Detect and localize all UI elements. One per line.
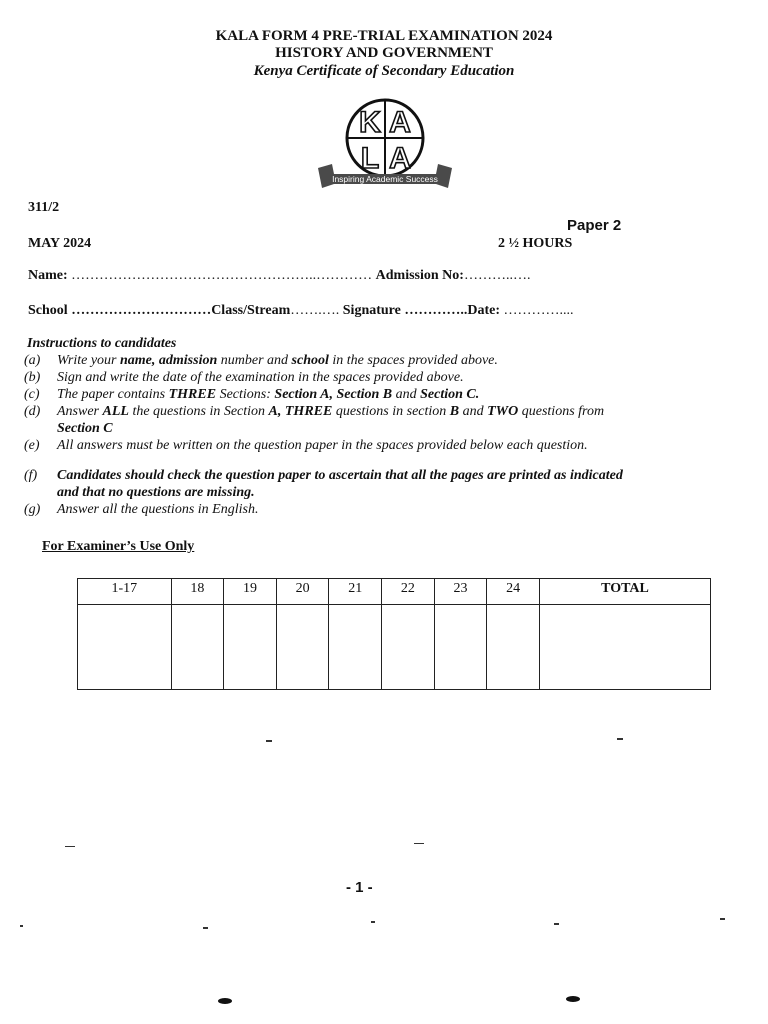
- scan-speck: [566, 996, 580, 1002]
- signature-field[interactable]: …………..: [404, 303, 468, 318]
- instruction-d-bold: B: [449, 404, 460, 419]
- instruction-c-text: Sections:: [216, 387, 275, 402]
- scan-speck: [218, 998, 232, 1004]
- instruction-c: [24, 386, 724, 403]
- instruction-c-bold: Section A, Section B: [274, 387, 393, 402]
- instruction-f: [24, 467, 724, 501]
- logo-letter-a: A: [389, 106, 411, 139]
- instruction-c-bold: Section C.: [420, 387, 480, 402]
- exam-title: KALA FORM 4 PRE-TRIAL EXAMINATION 2024: [215, 28, 553, 44]
- logo-letter-l: L: [360, 142, 380, 175]
- instruction-f-label: (f): [24, 468, 38, 483]
- scan-speck: [617, 738, 623, 740]
- instruction-a-text: in the spaces provided above.: [328, 353, 498, 368]
- marks-cell[interactable]: [171, 605, 224, 690]
- page-number: - 1 -: [346, 879, 373, 896]
- admission-label: Admission No:: [375, 268, 464, 283]
- marks-column-header: 18: [171, 579, 224, 605]
- name-admission-row: [28, 268, 530, 284]
- class-label: Class/Stream: [211, 303, 291, 318]
- marks-header-row: [78, 579, 711, 605]
- instruction-g: [24, 501, 724, 518]
- marks-column-header: 20: [276, 579, 329, 605]
- paper-label: Paper 2: [567, 217, 622, 234]
- marks-cell[interactable]: [329, 605, 382, 690]
- scan-speck: [554, 923, 559, 925]
- instruction-d-bold: Section C: [57, 421, 113, 436]
- marks-cell[interactable]: [78, 605, 172, 690]
- name-field[interactable]: ……………………………………………..…………: [67, 268, 376, 283]
- scan-speck: [20, 925, 23, 927]
- instruction-c-text: and: [392, 387, 421, 402]
- instruction-b: [24, 369, 724, 386]
- scan-speck: [414, 843, 424, 844]
- marks-cell[interactable]: [487, 605, 540, 690]
- instruction-b-label: (b): [24, 370, 41, 385]
- scan-speck: [371, 921, 375, 923]
- instruction-d-label: (d): [24, 404, 41, 419]
- instruction-a-bold: school: [291, 353, 329, 368]
- class-field[interactable]: …….….: [290, 303, 343, 318]
- instruction-d-text: the questions in Section: [128, 404, 269, 419]
- instruction-d-text: questions from: [518, 404, 605, 419]
- marks-column-header: 24: [487, 579, 540, 605]
- marks-cell[interactable]: [382, 605, 435, 690]
- instruction-a-text: Write your: [57, 353, 120, 368]
- marks-cell[interactable]: [434, 605, 487, 690]
- school-class-row: [28, 303, 574, 319]
- logo-letter-k: K: [359, 106, 381, 139]
- marks-column-header: 23: [434, 579, 487, 605]
- marks-entry-row: [78, 605, 711, 690]
- logo-letter-a2: A: [389, 142, 411, 175]
- instruction-d: [24, 403, 724, 437]
- instruction-e-label: (e): [24, 438, 40, 453]
- instructions-title: Instructions to candidates: [27, 336, 177, 351]
- exam-header: [0, 28, 768, 81]
- signature-label: Signature: [342, 303, 405, 318]
- scan-speck: [720, 918, 725, 920]
- exam-duration: 2 ½ HOURS: [498, 236, 573, 251]
- instruction-f-text: Candidates should check the question paper to ascertain that all the pages are printed as indicated: [57, 468, 623, 483]
- instruction-a-label: (a): [24, 353, 41, 368]
- instruction-d-text: and: [459, 404, 488, 419]
- examiner-use-label: For Examiner’s Use Only: [42, 539, 195, 554]
- instruction-c-text: The paper contains: [57, 387, 169, 402]
- instruction-e: [24, 437, 724, 454]
- marks-column-header: 22: [382, 579, 435, 605]
- instruction-g-text: Answer all the questions in English.: [57, 502, 259, 517]
- subject-title: HISTORY AND GOVERNMENT: [275, 45, 493, 61]
- marks-column-header: 1-17: [78, 579, 172, 605]
- instructions-block: [24, 335, 724, 518]
- date-label: Date:: [467, 303, 504, 318]
- instruction-c-bold: THREE: [168, 387, 217, 402]
- scan-speck: [203, 927, 208, 929]
- instruction-b-text: Sign and write the date of the examination in the spaces provided above.: [57, 370, 464, 385]
- instruction-d-bold: TWO: [487, 404, 519, 419]
- instruction-a-text: number and: [217, 353, 292, 368]
- marks-total-header: TOTAL: [539, 579, 710, 605]
- name-label: Name:: [28, 268, 68, 283]
- instruction-a: [24, 352, 724, 369]
- instruction-f-text: and that no questions are missing.: [57, 485, 255, 500]
- instruction-d-bold: A, THREE: [268, 404, 333, 419]
- school-field[interactable]: …………………………: [71, 303, 212, 318]
- date-field[interactable]: …………....: [503, 303, 574, 318]
- admission-field[interactable]: ………..….: [463, 268, 531, 283]
- instruction-g-label: (g): [24, 502, 41, 517]
- marks-column-header: 21: [329, 579, 382, 605]
- scan-speck: [65, 846, 75, 847]
- certificate-title: Kenya Certificate of Secondary Education: [253, 63, 515, 79]
- marks-column-header: 19: [224, 579, 277, 605]
- exam-date: MAY 2024: [28, 236, 92, 251]
- instruction-d-text: questions in section: [332, 404, 450, 419]
- scan-speck: [266, 740, 272, 742]
- marks-total-cell[interactable]: [539, 605, 710, 690]
- instruction-c-label: (c): [24, 387, 40, 402]
- marks-cell[interactable]: [224, 605, 277, 690]
- marks-cell[interactable]: [276, 605, 329, 690]
- kala-logo: [312, 92, 458, 196]
- instruction-e-text: All answers must be written on the question paper in the spaces provided below each question.: [57, 438, 588, 453]
- paper-code: 311/2: [28, 200, 60, 215]
- school-label: School: [28, 303, 72, 318]
- instruction-a-bold: name, admission: [120, 353, 218, 368]
- instruction-d-bold: ALL: [102, 404, 129, 419]
- logo-banner-text: Inspiring Academic Success: [332, 174, 438, 184]
- instruction-d-text: Answer: [57, 404, 103, 419]
- examiner-marks-table: [77, 578, 711, 690]
